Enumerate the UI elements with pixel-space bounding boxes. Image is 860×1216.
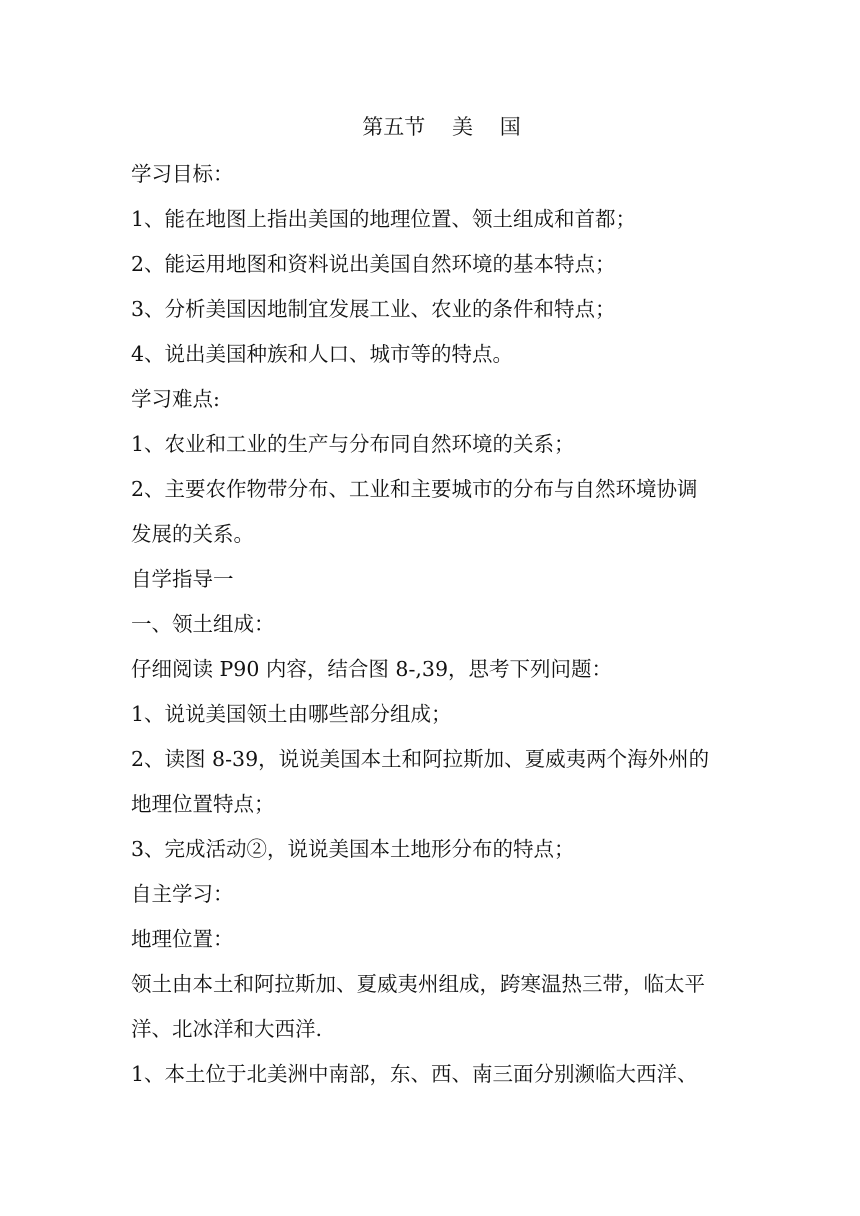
location-item-1: 1、本土位于北美洲中南部，东、西、南三面分别濒临大西洋、 xyxy=(131,1062,698,1086)
objective-item-4: 4、说出美国种族和人口、城市等的特点。 xyxy=(131,342,514,366)
reading-instruction: 仔细阅读 P90 内容，结合图 8-,39，思考下列问题： xyxy=(131,657,612,681)
subsection-heading-location: 地理位置： xyxy=(131,927,234,951)
difficulty-item-2: 2、主要农作物带分布、工业和主要城市的分布与自然环境协调 xyxy=(131,477,698,501)
paragraph-territory: 领土由本土和阿拉斯加、夏威夷州组成，跨寒温热三带，临太平 xyxy=(131,972,705,996)
question-item-3: 3、完成活动②，说说美国本土地形分布的特点； xyxy=(131,837,575,861)
objective-item-1: 1、能在地图上指出美国的地理位置、领土组成和首都； xyxy=(131,207,637,231)
page-title: 第五节 美 国 xyxy=(362,115,521,139)
section-heading-difficulties: 学习难点: xyxy=(131,387,220,411)
question-item-1: 1、说说美国领土由哪些部分组成； xyxy=(131,702,452,726)
paragraph-territory-continued: 洋、北冰洋和大西洋. xyxy=(131,1017,323,1041)
objective-item-2: 2、能运用地图和资料说出美国自然环境的基本特点； xyxy=(131,252,616,276)
subsection-heading-territory: 一、领土组成： xyxy=(131,612,275,636)
difficulty-item-1: 1、农业和工业的生产与分布同自然环境的关系； xyxy=(131,432,575,456)
section-heading-objectives: 学习目标： xyxy=(131,162,234,186)
difficulty-item-2-continued: 发展的关系。 xyxy=(131,522,254,546)
objective-item-3: 3、分析美国因地制宜发展工业、农业的条件和特点； xyxy=(131,297,616,321)
section-heading-self-study-guide: 自学指导一 xyxy=(131,567,234,591)
section-heading-self-learning: 自主学习： xyxy=(131,882,234,906)
question-item-2: 2、读图 8-39，说说美国本土和阿拉斯加、夏威夷两个海外州的 xyxy=(131,747,710,771)
question-item-2-continued: 地理位置特点； xyxy=(131,792,275,816)
